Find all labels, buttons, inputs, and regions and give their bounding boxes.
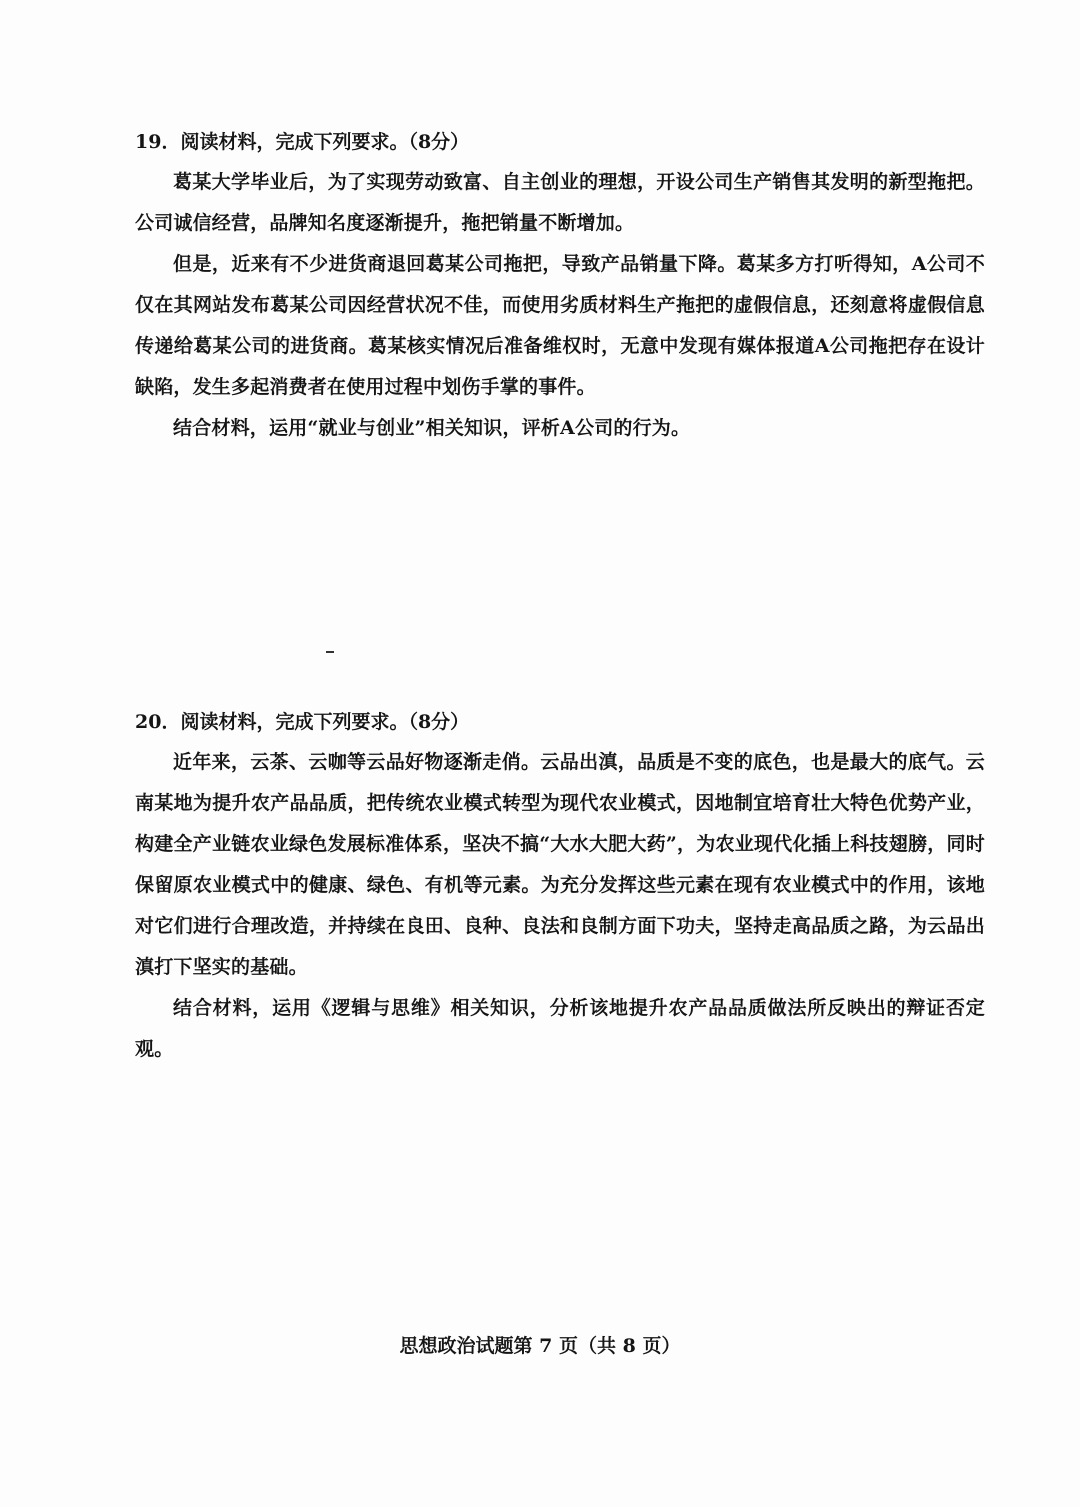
scan-speck [326, 651, 334, 653]
question-19-material-1: 葛某大学毕业后，为了实现劳动致富、自主创业的理想，开设公司生产销售其发明的新型拖把。公司诚信经营，品牌知名度逐渐提升，拖把销量不断增加。 [135, 171, 985, 234]
question-19-material-2: 但是，近来有不少进货商退回葛某公司拖把，导致产品销量下降。葛某多方打听得知，A公司不仅在其网站发布葛某公司因经营状况不佳，而使用劣质材料生产拖把的虚假信息，还刻意将虚假信息传递给葛某公司的进货商。葛某核实情况后准备维权时，无意中发现有媒体报道A公司拖把存在设计缺陷，发生多起消费者在使用过程中划伤手掌的事件。 [135, 253, 985, 398]
question-19-prompt: 结合材料，运用“就业与创业”相关知识，评析A公司的行为。 [173, 417, 691, 439]
question-20 [135, 702, 985, 1070]
question-19-title: 19．阅读材料，完成下列要求。（8分） [135, 131, 470, 153]
question-19 [135, 122, 985, 449]
question-20-prompt: 结合材料，运用《逻辑与思维》相关知识，分析该地提升农产品品质做法所反映出的辩证否定观。 [135, 997, 985, 1060]
question-20-title: 20．阅读材料，完成下列要求。（8分） [135, 711, 470, 733]
question-20-material: 近年来，云茶、云咖等云品好物逐渐走俏。云品出滇，品质是不变的底色，也是最大的底气。云南某地为提升农产品品质，把传统农业模式转型为现代农业模式，因地制宜培育壮大特色优势产业，构建全产业链农业绿色发展标准体系，坚决不搞“大水大肥大药”，为农业现代化插上科技翅膀，同时保留原农业模式中的健康、绿色、有机等元素。为充分发挥这些元素在现有农业模式中的作用，该地对它们进行合理改造，并持续在良田、良种、良法和良制方面下功夫，坚持走高品质之路，为云品出滇打下坚实的基础。 [135, 751, 985, 978]
page-footer: 思想政治试题第 7 页（共 8 页） [399, 1335, 681, 1357]
